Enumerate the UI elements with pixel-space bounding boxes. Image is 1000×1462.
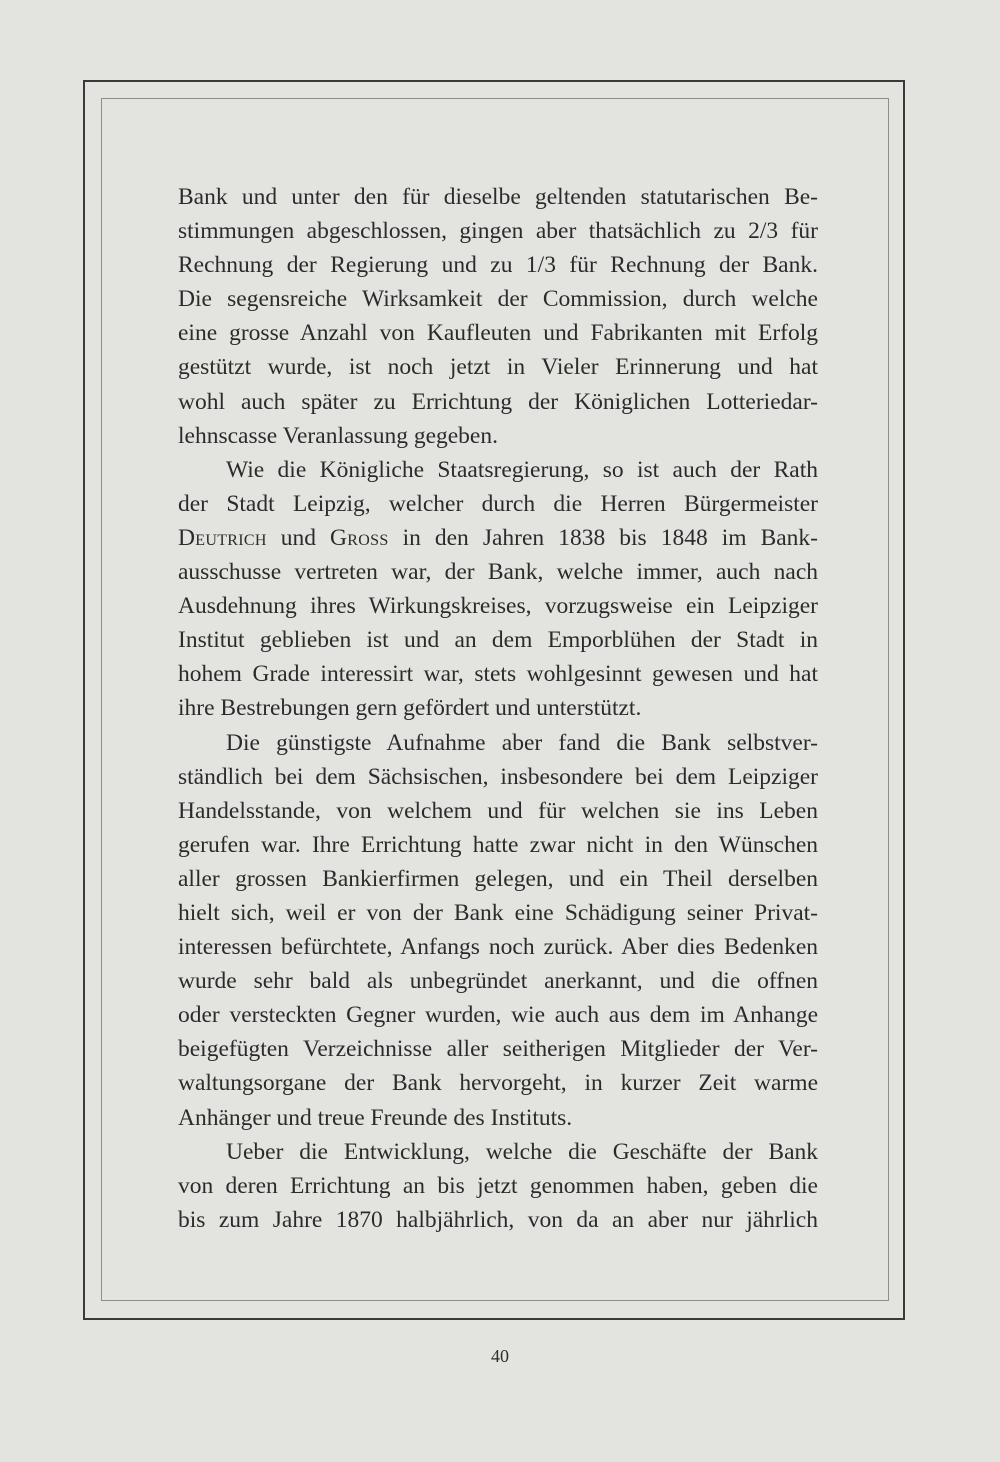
text-line: stimmungen abgeschlossen, gingen aber thatsächlich zu 2/3 für	[178, 218, 818, 245]
text-line: Die segensreiche Wirksamkeit der Commission, durch welche	[178, 286, 818, 313]
name-gross: Gross	[330, 524, 389, 551]
text-line: ihre Bestrebungen gern gefördert und unterstützt.	[178, 695, 642, 722]
fraction-one-third: 1/3	[525, 252, 556, 279]
text-line: Institut geblieben ist und an dem Emporblühen der Stadt in	[178, 627, 818, 654]
text-line: ständlich bei dem Sächsischen, insbesondere bei dem Leipziger	[178, 763, 818, 790]
text-line: oder versteckten Gegner wurden, wie auch aus dem im Anhange	[178, 1002, 818, 1029]
page-number: 40	[491, 1346, 509, 1366]
text-line: hohem Grade interessirt war, stets wohlgesinnt gewesen und hat	[178, 661, 818, 688]
text-line: Bank und unter den für dieselbe geltenden statutarischen Be-	[178, 184, 818, 210]
text-line: wohl auch später zu Errichtung der Königlichen Lotteriedar-	[178, 388, 818, 415]
text-line: beigefügten Verzeichnisse aller seitherigen Mitglieder der Ver-	[178, 1036, 818, 1063]
text-line: interessen befürchtete, Anfangs noch zurück. Aber dies Bedenken	[178, 934, 818, 961]
text-line: Anhänger und treue Freunde des Instituts.	[178, 1104, 573, 1131]
text-line: lehnscasse Veranlassung gegeben.	[178, 422, 498, 449]
text-line: aller grossen Bankierfirmen gelegen, und ein Theil derselben	[178, 865, 818, 892]
text-line: wurde sehr bald als unbegründet anerkannt, und die offnen	[178, 968, 818, 995]
text-line: gerufen war. Ihre Errichtung hatte zwar nicht in den Wünschen	[178, 831, 818, 858]
text-line: Wie die Königliche Staatsregierung, so ist auch der Rath	[226, 456, 818, 483]
text-line: Deutrich und Gross in den Jahren 1838 bis 1848 im Bank-	[178, 524, 818, 551]
text-line: Handelsstande, von welchem und für welchen sie ins Leben	[178, 797, 818, 824]
body-text	[178, 180, 818, 1237]
text-line: der Stadt Leipzig, welcher durch die Herren Bürgermeister	[178, 490, 818, 517]
text-line: Ausdehnung ihres Wirkungskreises, vorzugsweise ein Leipziger	[178, 593, 818, 620]
text-line: Ueber die Entwicklung, welche die Geschäfte der Bank	[226, 1138, 818, 1165]
fraction-two-thirds: 2/3	[748, 218, 779, 245]
text-line: Rechnung der Regierung und zu 1/3 für Rechnung der Bank.	[178, 252, 818, 279]
text-line: bis zum Jahre 1870 halbjährlich, von da an aber nur jährlich	[178, 1206, 818, 1233]
text-line: waltungsorgane der Bank hervorgeht, in kurzer Zeit warme	[178, 1070, 818, 1097]
name-deutrich: Deutrich	[178, 524, 267, 551]
text-line: von deren Errichtung an bis jetzt genommen haben, geben die	[178, 1172, 818, 1199]
text-line: hielt sich, weil er von der Bank eine Schädigung seiner Privat-	[178, 899, 818, 926]
text-line: gestützt wurde, ist noch jetzt in Vieler Erinnerung und hat	[178, 354, 818, 381]
text-line: eine grosse Anzahl von Kaufleuten und Fabrikanten mit Erfolg	[178, 320, 818, 347]
text-line: Die günstigste Aufnahme aber fand die Bank selbstver-	[226, 729, 818, 756]
text-line: ausschusse vertreten war, der Bank, welche immer, auch nach	[178, 559, 818, 586]
